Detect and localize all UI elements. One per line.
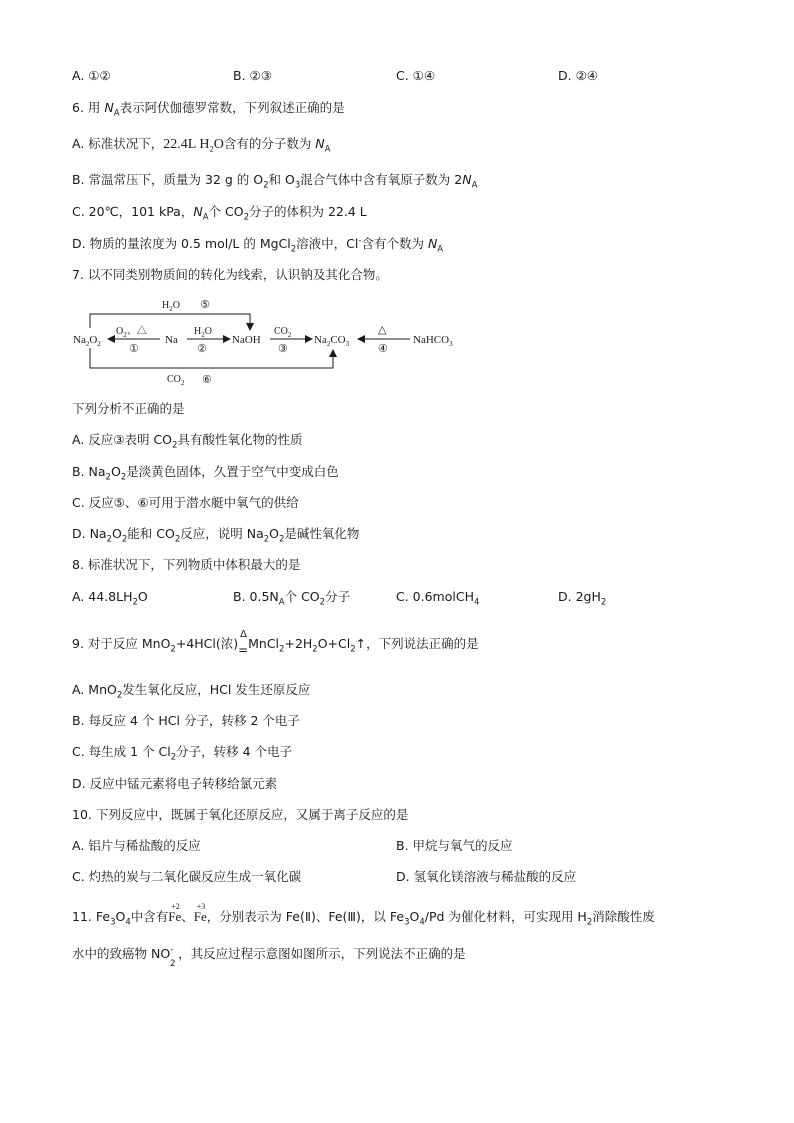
- q11-stem-line1: 11. $Fe_3O_4$中含有 +2 Fe、 +3 Fe，分别表示为 Fe(Ⅱ)、Fe(Ⅲ)，以 $Fe_3O_4/Pd$ 为催化材料，可实现用 $H_2$消除酸性废: [72, 902, 655, 928]
- label-5: $H_2O$: [162, 300, 180, 313]
- q9-option-a: A. MnO$_2$发生氧化反应，HCl 发生还原反应: [72, 682, 311, 701]
- q6-option-b: B. 常温常压下，质量为 32 g 的 $O_2$和 $O_3$混合气体中含有氧原子数为 $2N_A$: [72, 172, 478, 191]
- q5-option-c: C. ①④: [396, 68, 436, 83]
- label-num-4: ④: [378, 343, 388, 355]
- q9-stem: 9. 对于反应 MnO$_2$+4HCl(浓) Δ = $MnCl_2+2H_2O+Cl_2↑$，下列说法正确的是: [72, 628, 479, 657]
- label-num-3: ③: [278, 343, 288, 355]
- label-num-1: ①: [129, 343, 139, 355]
- q9-option-b: B. 每反应 4 个 HCl 分子，转移 2 个电子: [72, 713, 300, 728]
- q6-stem: 6. 用 $N_A$表示阿伏伽德罗常数，下列叙述正确的是: [72, 100, 345, 119]
- q7-option-c: C. 反应⑤、⑥可用于潜水艇中氧气的供给: [72, 495, 299, 510]
- q5-option-d: D. ②④: [558, 68, 598, 83]
- q10-option-d: D. 氢氧化镁溶液与稀盐酸的反应: [396, 869, 577, 884]
- q11-stem-line2: 水中的致癌物 NO - 2 ，其反应过程示意图如图所示，下列说法不正确的是: [72, 945, 466, 969]
- sodium-conversion-diagram: [60, 292, 480, 392]
- heating-equals-sign: Δ =: [238, 628, 249, 657]
- label-6: $CO_2$: [167, 374, 185, 387]
- q7-stem: 7. 以不同类别物质间的转化为线索，认识钠及其化合物。: [72, 267, 388, 282]
- q6-option-c: C. 20℃，101 kPa，$N_A$个 $CO_2$分子的体积为 22.4 L: [72, 204, 367, 223]
- node-nahco3: NaHCO$_3$: [413, 334, 453, 348]
- label-num-6: ⑥: [202, 374, 212, 386]
- q10-option-c: C. 灼热的炭与二氧化碳反应生成一氧化碳: [72, 869, 302, 884]
- q9-option-c: C. 每生成 1 个 $Cl_2$分子，转移 4 个电子: [72, 744, 293, 763]
- node-naoh: NaOH: [232, 334, 261, 346]
- q8-option-c: C. 0.6molCH$_4$: [396, 589, 480, 608]
- arrow-5: [90, 314, 250, 330]
- q5-option-b: B. ②③: [233, 68, 272, 83]
- label-num-2: ②: [197, 343, 207, 355]
- q8-stem: 8. 标准状况下，下列物质中体积最大的是: [72, 557, 301, 572]
- q7-option-d: D. $Na_2O_2$能和 $CO_2$反应，说明 $Na_2O_2$是碱性氧化物: [72, 526, 360, 545]
- q8-option-a: A. $44.8LH_2O$: [72, 589, 148, 608]
- fe-plus2-symbol: +2 Fe: [168, 902, 182, 924]
- q6-option-d: D. 物质的量浓度为 0.5 mol/L 的 MgCl$_2$溶液中，Cl-含有个数为 $N_A$: [72, 235, 444, 255]
- q7-question: 下列分析不正确的是: [72, 401, 185, 416]
- q6-option-a: A. 标准状况下，22.4L $H_2O$含有的分子数为 $N_A$: [72, 136, 331, 155]
- q10-option-b: B. 甲烷与氧气的反应: [396, 838, 513, 853]
- node-na: Na: [165, 334, 178, 346]
- label-2: $H_2O$: [194, 326, 212, 339]
- q9-option-d: D. 反应中锰元素将电子转移给氯元素: [72, 776, 278, 791]
- fe-plus3-symbol: +3 Fe: [193, 902, 207, 924]
- label-1: $O_2$、△: [116, 326, 147, 339]
- label-4: △: [378, 324, 387, 336]
- q8-option-b: B. $0.5N_A$个 $CO_2$分子: [233, 589, 351, 608]
- node-na2o2: $Na_2O_2$: [73, 334, 101, 348]
- q7-option-b: B. $Na_2O_2$是淡黄色固体，久置于空气中变成白色: [72, 464, 339, 483]
- q8-option-d: D. $2gH_2$: [558, 589, 607, 608]
- label-3: $CO_2$: [274, 326, 292, 339]
- node-na2co3: $Na_2CO_3$: [314, 334, 350, 348]
- arrow-6: [90, 348, 333, 368]
- label-num-5: ⑤: [200, 299, 210, 311]
- q10-stem: 10. 下列反应中，既属于氧化还原反应，又属于离子反应的是: [72, 807, 409, 822]
- q5-option-a: A. ①②: [72, 68, 111, 83]
- q10-option-a: A. 铝片与稀盐酸的反应: [72, 838, 201, 853]
- q7-option-a: A. 反应③表明 $CO_2$具有酸性氧化物的性质: [72, 432, 303, 451]
